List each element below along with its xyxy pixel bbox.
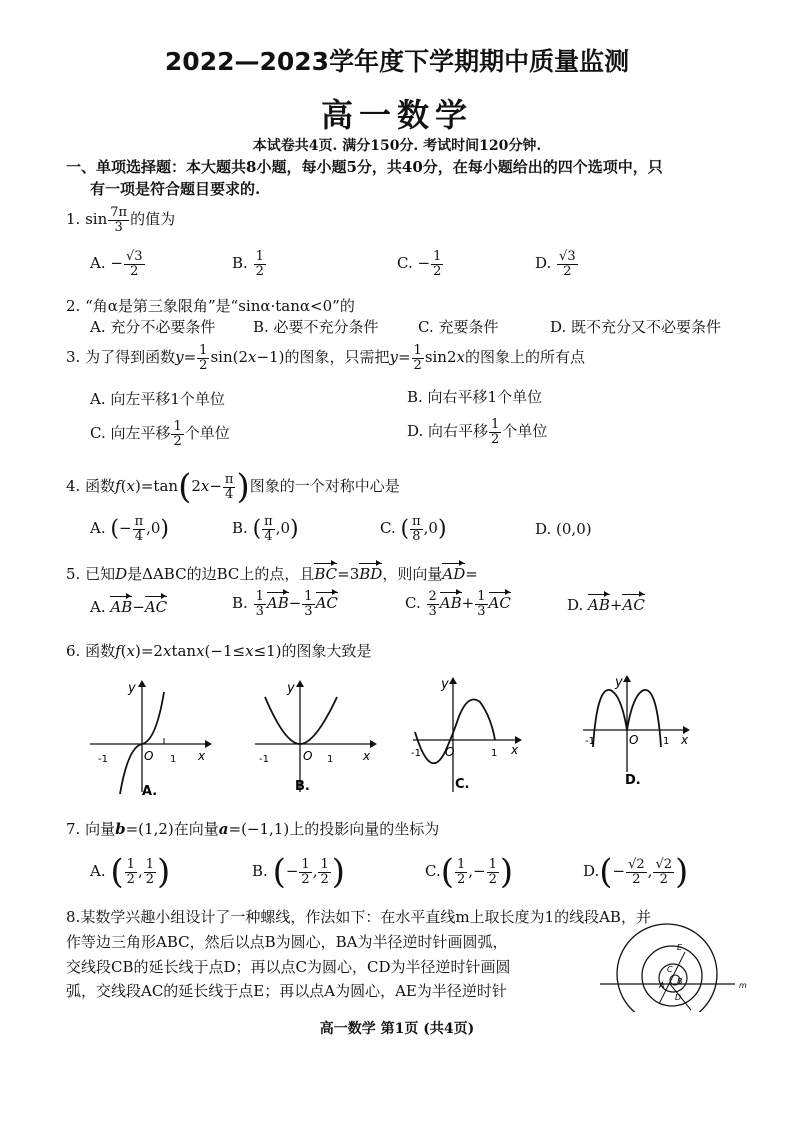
question-6-stem: 6. 函数f(x)=2xtanx(−1≤x≤1)的图象大致是: [66, 642, 372, 660]
question-8-line4: 弧，交线段AC的延长线于点E；再以点A为圆心，AE为半径逆时针: [66, 982, 507, 1000]
q1-option-c: C. − $\frac{1}{2}$: [397, 249, 442, 279]
q7-option-c: C.( $\frac{1}{2}$ ,− $\frac{1}{2}$ ): [425, 852, 514, 892]
question-3-stem: 3. 为了得到函数y= $\frac{1}{2}$ sin(2x−1)的图象，只需把y= $\frac{1}{2}$ sin2x的图象上的所有点: [66, 343, 585, 373]
q8-label-d: D: [675, 993, 682, 1002]
question-4-stem: 4. 函数f(x)=tan(2x− $\frac{\pi}{4}$ )图象的一个对称中心是: [66, 467, 400, 507]
q6-b-y-label: y: [287, 681, 295, 696]
q6-graph-b: [255, 680, 377, 792]
question-8-line1: 8.某数学兴趣小组设计了一种螺线，作法如下：在水平直线m上取长度为1的线段AB，并: [66, 908, 651, 926]
q2-option-d: D. 既不充分又不必要条件: [550, 318, 722, 336]
q2-option-a: A. 充分不必要条件: [90, 318, 216, 336]
q2-option-c: C. 充要条件: [418, 318, 499, 336]
q6-b-tick-pos: 1: [327, 754, 334, 765]
q2-option-b: B. 必要不充分条件: [253, 318, 379, 336]
q6-c-tick-pos: 1: [491, 748, 498, 759]
q6-a-origin: O: [144, 749, 154, 763]
q6-c-y-label: y: [441, 677, 449, 692]
q5-option-c: C. $\frac{2}{3}$ AB+ $\frac{1}{3}$ AC: [405, 589, 511, 619]
q5-option-b: B. $\frac{1}{3}$ AB− $\frac{1}{3}$ AC: [232, 589, 338, 619]
question-7-stem: 7. 向量b=(1,2)在向量a=(−1,1)上的投影向量的坐标为: [66, 820, 440, 838]
question-2-stem: 2. “角α是第三象限角”是“sinα·tanα<0”的: [66, 297, 355, 315]
q6-a-tick-neg: -1: [98, 754, 108, 765]
q6-c-tick-neg: -1: [411, 748, 421, 759]
q7-option-b: B. (− $\frac{1}{2}$ , $\frac{1}{2}$ ): [252, 852, 346, 892]
section-heading-line1: 一、单项选择题：本大题共8小题，每小题5分，共40分，在每小题给出的四个选项中，只: [66, 158, 663, 176]
question-1-stem: 1. sin $\frac{7\pi}{3}$ 的值为: [66, 205, 176, 235]
q1-option-b: B. $\frac{1}{2}$: [232, 249, 264, 279]
q6-d-y-label: y: [615, 675, 623, 690]
q6-graph-c: [411, 677, 522, 792]
q6-graph-options: [80, 672, 700, 802]
q6-a-x-label: x: [198, 749, 206, 763]
q6-b-x-label: x: [363, 749, 371, 763]
question-5-stem: 5. 已知D是ΔABC的边BC上的点，且BC=3BD，则向量AD=: [66, 565, 478, 583]
q6-label-b: B.: [295, 779, 310, 794]
q6-d-origin: O: [629, 733, 639, 747]
q1-option-a: A. − $\frac{√3}{2}$: [90, 249, 143, 279]
q8-label-m: m: [739, 981, 747, 990]
q6-c-origin: O: [445, 745, 455, 759]
question-8-line2: 作等边三角形ABC，然后以点B为圆心，BA为半径逆时针画圆弧，: [66, 933, 508, 951]
q4-option-a: A. (− $\frac{\pi}{4}$ ,0): [90, 514, 170, 544]
q4-option-d: D. (0,0): [535, 520, 592, 538]
q6-d-x-label: x: [681, 733, 689, 747]
q7-option-d: D.(− $\frac{√2}{2}$ , $\frac{√2}{2}$ ): [583, 852, 689, 892]
q3-option-d: D. 向右平移 $\frac{1}{2}$ 个单位: [407, 417, 548, 447]
q4-option-b: B. ( $\frac{\pi}{4}$ ,0): [232, 514, 299, 544]
q6-d-tick-pos: 1: [663, 736, 670, 747]
q8-spiral-figure: [595, 922, 755, 1012]
exam-title: 2022—2023学年度下学期期中质量监测: [164, 47, 630, 76]
q6-b-tick-neg: -1: [259, 754, 269, 765]
q8-label-c: C: [667, 965, 673, 974]
q7-option-a: A. ( $\frac{1}{2}$ , $\frac{1}{2}$ ): [90, 852, 171, 892]
q5-option-d: D. AB+AC: [567, 596, 645, 614]
q6-d-tick-neg: -1: [585, 736, 595, 747]
q3-option-c: C. 向左平移 $\frac{1}{2}$ 个单位: [90, 419, 230, 449]
question-8-line3: 交线段CB的延长线于点D；再以点C为圆心，CD为半径逆时针画圆: [66, 958, 511, 976]
q8-label-e: E: [677, 943, 683, 952]
q6-label-c: C.: [455, 777, 470, 792]
q6-c-x-label: x: [511, 743, 519, 757]
q8-label-b: B: [677, 977, 683, 986]
q6-a-tick-pos: 1: [170, 754, 177, 765]
q5-option-a: A. AB−AC: [90, 598, 168, 616]
q6-a-y-label: y: [128, 681, 136, 696]
q6-graph-d: [583, 675, 690, 772]
subject-title: 高一数学: [320, 96, 473, 134]
exam-info: 本试卷共4页. 满分150分. 考试时间120分钟.: [252, 138, 542, 154]
q1-option-d: D. $\frac{√3}{2}$: [535, 249, 576, 279]
q3-option-b: B. 向右平移1个单位: [407, 388, 543, 406]
q4-option-c: C. ( $\frac{\pi}{8}$ ,0): [380, 514, 447, 544]
q3-option-a: A. 向左平移1个单位: [90, 390, 225, 408]
section-heading-line2: 有一项是符合题目要求的.: [90, 180, 261, 198]
q6-b-origin: O: [303, 749, 313, 763]
q6-graph-a: [90, 680, 212, 794]
page-footer: 高一数学 第1页 (共4页): [319, 1021, 475, 1037]
q6-label-d: D.: [625, 773, 641, 788]
q8-label-a: A: [659, 981, 665, 990]
q6-label-a: A.: [142, 784, 158, 799]
